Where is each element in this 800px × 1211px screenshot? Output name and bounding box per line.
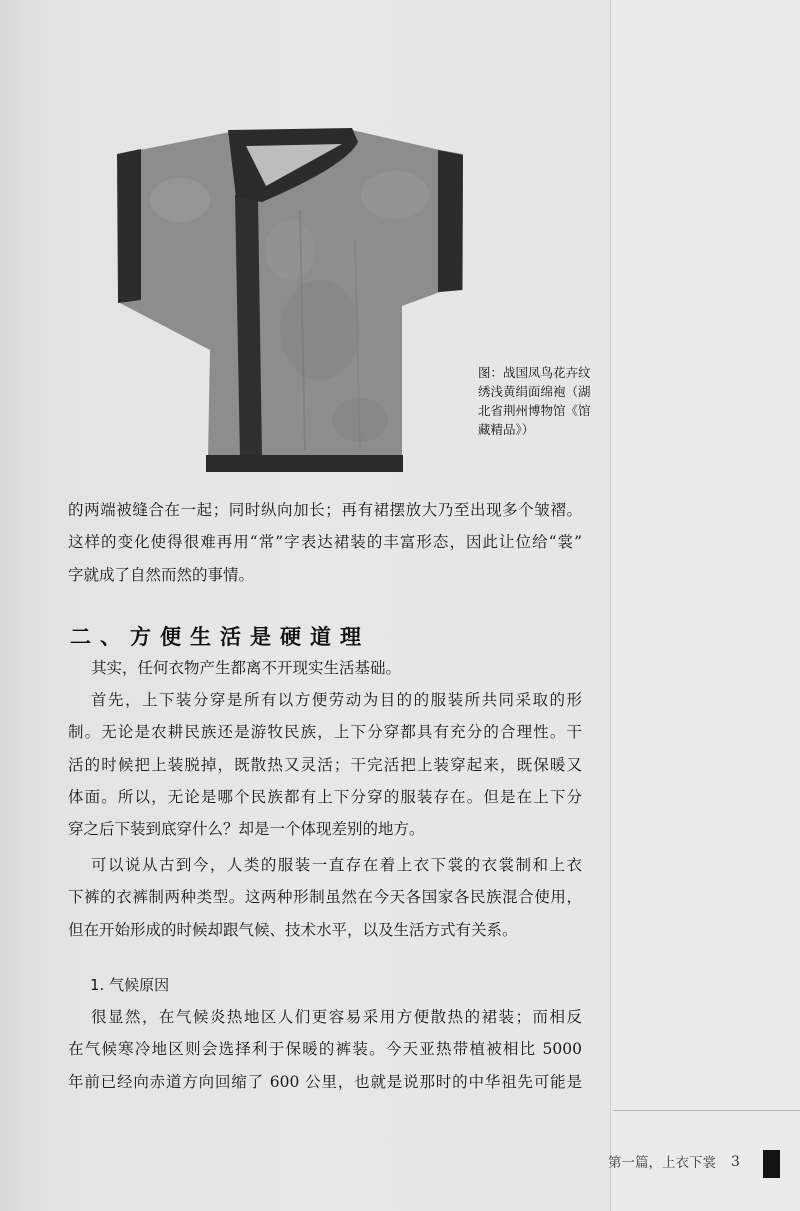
figure-caption [478,363,603,439]
paragraph-continuation [68,494,582,591]
caption-line: 藏精品》） [478,422,535,437]
caption-line: 图：战国凤鸟花卉纹 [478,365,591,380]
next-page-edge [610,0,800,1211]
page-number: 3 [731,1154,740,1170]
caption-line: 绣浅黄绢面绵袍（湖 [478,384,591,399]
right-sleeve-cuff [438,150,463,292]
footer-section-title: 第一篇，上衣下裳 [608,1155,716,1171]
robe-mottle [265,220,315,280]
section-heading: 二、方便生活是硬道理 [70,624,370,649]
paragraph-line: 的两端被缝合在一起；同时纵向加长；再有裙摆放大乃至出现多个皱褶。 [68,501,582,519]
paragraph-line: 制。无论是农耕民族还是游牧民族，上下分穿都具有充分的合理性。干 [68,723,582,742]
caption-line: 北省荆州博物馆《馆 [478,403,591,418]
paragraph-first [68,684,582,845]
paragraph-climate [68,1001,582,1098]
paragraph-line: 在气候寒冷地区则会选择利于保暖的裤装。今天亚热带植被相比 5000 [68,1040,582,1059]
page-edge-rule [613,1110,800,1111]
paragraph-line: 其实，任何衣物产生都离不开现实生活基础。 [91,659,402,677]
paragraph-line: 穿之后下装到底穿什么？却是一个体现差别的地方。 [68,820,425,839]
robe-hem [206,455,403,472]
paragraph-line: 体面。所以，无论是哪个民族都有上下分穿的服装存在。但是在上下分 [68,787,582,806]
robe-mottle [361,171,429,219]
paragraph-line: 字就成了自然而然的事情。 [68,565,255,584]
robe-garment [117,128,463,472]
robe-photo [110,122,470,478]
paragraph-line: 年前已经向赤道方向回缩了 600 公里，也就是说那时的中华祖先可能是 [68,1072,582,1091]
paragraph-line: 活的时候把上装脱掉，既散热又灵活；干完活把上装穿起来，既保暖又 [68,755,582,774]
paragraph-line: 这样的变化使得很难再用“常”字表达裙装的丰富形态，因此让位给“裳” [68,533,582,552]
robe-mottle [280,280,360,380]
robe-mottle [150,178,210,222]
subsection-heading: 1. 气候原因 [90,976,170,994]
paragraph-line: 可以说从古到今，人类的服装一直存在着上衣下裳的衣裳制和上衣 [91,856,582,874]
paragraph-intro [68,652,582,684]
paragraph-line: 下裤的衣裤制两种类型。这两种形制虽然在今天各国家各民族混合使用， [68,888,582,907]
page-tab-mark [763,1150,780,1178]
paragraph-line: 很显然，在气候炎热地区人们更容易采用方便散热的裙装；而相反 [91,1008,582,1026]
paragraph-line: 但在开始形成的时候却跟气候、技术水平，以及生活方式有关系。 [68,920,518,939]
paragraph-line: 首先，上下装分穿是所有以方便劳动为目的的服装所共同采取的形 [91,691,582,709]
left-sleeve-cuff [117,149,141,303]
paragraph-second [68,849,582,946]
